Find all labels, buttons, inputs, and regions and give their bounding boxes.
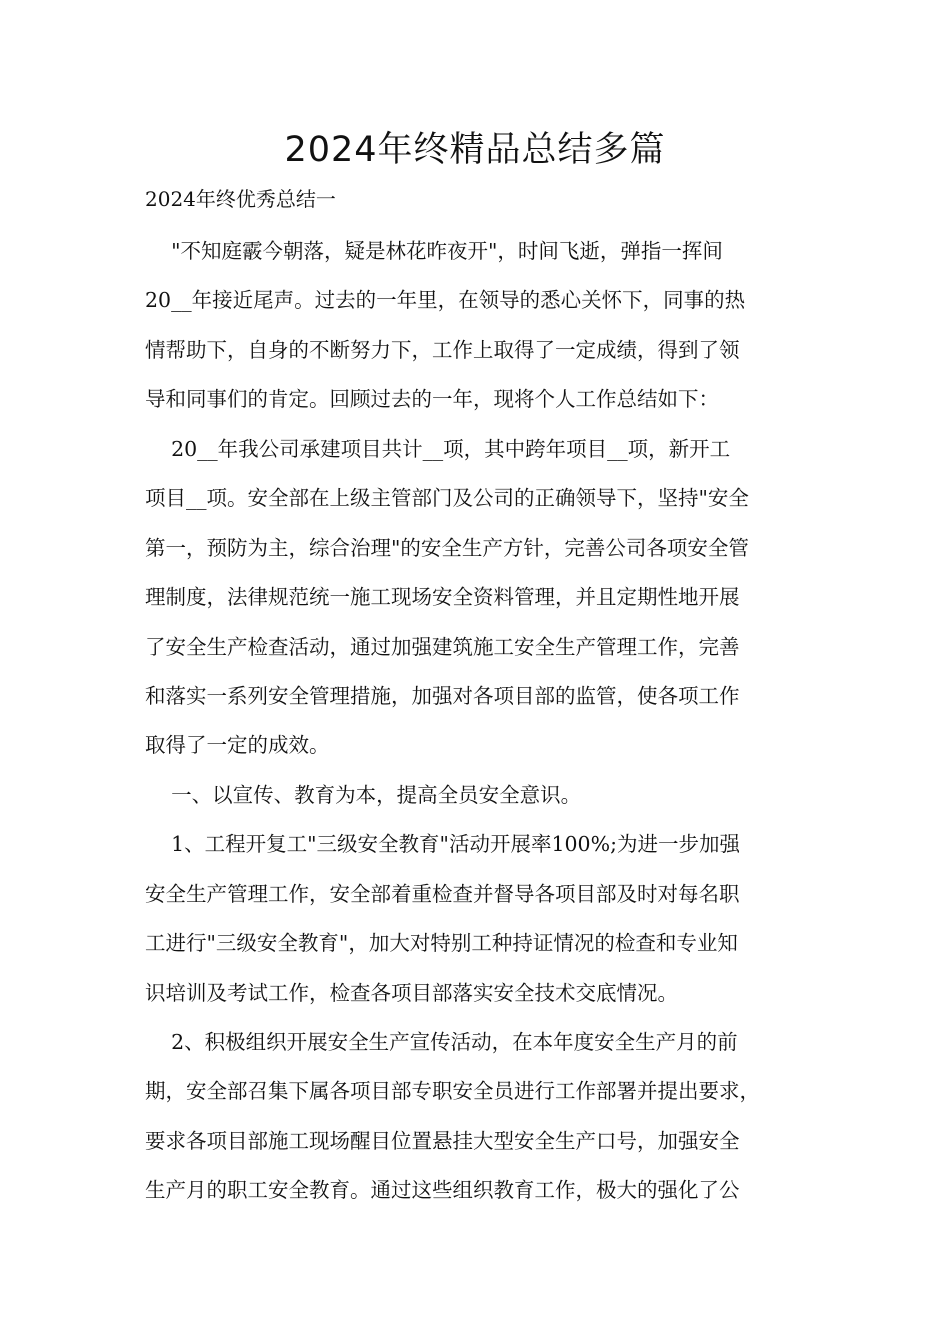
text-line: 导和同事们的肯定。回顾过去的一年，现将个人工作总结如下： — [145, 387, 719, 412]
text-line: 一、以宣传、教育为本，提高全员安全意识。 — [145, 782, 582, 807]
text-line: 项目__项。安全部在上级主管部门及公司的正确领导下，坚持"安全 — [145, 486, 749, 511]
text-line: 20__年接近尾声。过去的一年里，在领导的悉心关怀下，同事的热 — [145, 288, 746, 313]
text-line: 了安全生产检查活动，通过加强建筑施工安全生产管理工作，完善 — [145, 634, 740, 659]
text-line: 和落实一系列安全管理措施，加强对各项目部的监管，使各项工作 — [145, 683, 740, 708]
text-line: 识培训及考试工作，检查各项目部落实安全技术交底情况。 — [145, 980, 678, 1005]
text-line: 工进行"三级安全教育"，加大对特别工种持证情况的检查和专业知 — [145, 931, 738, 956]
text-line: 取得了一定的成效。 — [145, 733, 330, 758]
document-title: 2024年终精品总结多篇 — [284, 130, 666, 170]
text-line: "不知庭霰今朝落，疑是林花昨夜开"，时间飞逝，弹指一挥间 — [145, 239, 723, 263]
text-line: 第一，预防为主，综合治理"的安全生产方针，完善公司各项安全管 — [145, 535, 749, 560]
text-line: 要求各项目部施工现场醒目位置悬挂大型安全生产口号，加强安全 — [145, 1128, 740, 1153]
text-line: 生产月的职工安全教育。通过这些组织教育工作，极大的强化了公 — [145, 1178, 740, 1203]
text-line: 期，安全部召集下属各项目部专职安全员进行工作部署并提出要求， — [145, 1079, 760, 1104]
text-line: 2、积极组织开展安全生产宣传活动，在本年度安全生产月的前 — [145, 1030, 738, 1054]
text-line: 20__年我公司承建项目共计__项，其中跨年项目__项，新开工 — [145, 436, 731, 461]
text-line: 理制度，法律规范统一施工现场安全资料管理，并且定期性地开展 — [145, 585, 740, 610]
body-text — [145, 231, 805, 1220]
text-line: 1、工程开复工"三级安全教育"活动开展率100%;为进一步加强 — [145, 832, 740, 857]
section-subtitle: 2024年终优秀总结一 — [145, 187, 336, 211]
text-line: 情帮助下，自身的不断努力下，工作上取得了一定成绩，得到了领 — [145, 337, 740, 362]
text-line: 安全生产管理工作，安全部着重检查并督导各项目部及时对每名职 — [145, 881, 740, 906]
